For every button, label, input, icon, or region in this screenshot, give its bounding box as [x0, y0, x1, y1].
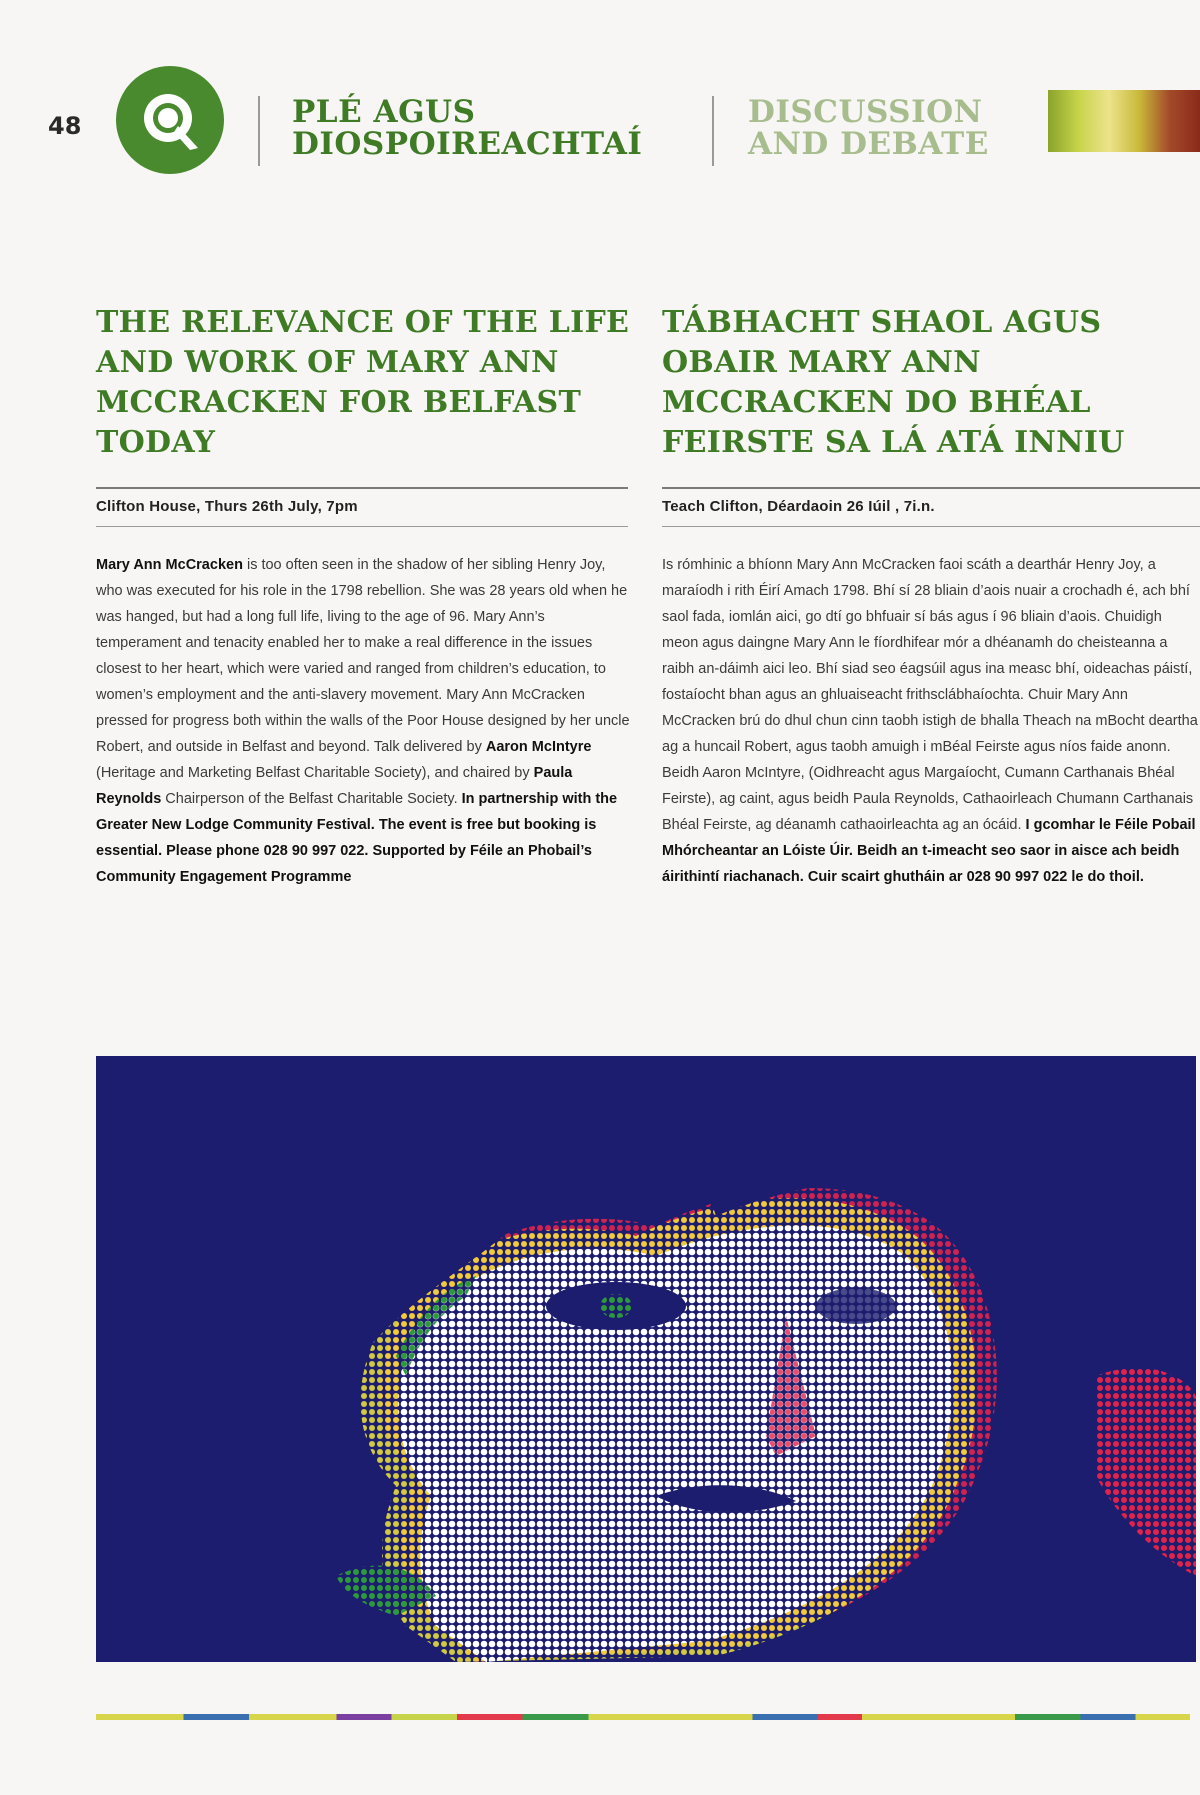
halftone-portrait-illustration [96, 1056, 1196, 1662]
section-title-english [748, 96, 989, 160]
header-divider-2 [712, 96, 714, 166]
venue-rule-top-english [96, 487, 628, 489]
body-english-part3: Chairperson of the Belfast Charitable Society. [161, 791, 462, 807]
article-body-english [96, 552, 630, 890]
body-irish-part1: Is rómhinic a bhíonn Mary Ann McCracken faoi scáth a dearthár Henry Joy, a maraíodh i rith Éirí Amach 1798. Bhí sí 28 bliain d’aois nuair a crochadh é, ach bhí saol fada, iomlán aici, go dtí go bhfuair sí bás agus í 96 bliain d’aois. Chuidigh meon agus daingne Mary Ann le fíordhifear mór a dhéanamh do cheisteanna a raibh an-dáimh aici leo. Bhí siad seo éagsúil agus ina measc bhí, oideachas páistí, fostaíocht bhan agus an ghluaiseacht frithsclábhaíochta. Chuir Mary Ann McCracken brú do dhul chun cinn taobh istigh de bhalla Theach na mBocht deartha ag a huncail Robert, agus taobh amuigh i mBéal Feirste agus níos faide anonn. Beidh Aaron McIntyre, (Oidhreacht agus Margaíocht, Cumann Carthanais Bhéal Feirste), ag caint, agus beidh Paula Reynolds, Cathaoirleach Chumann Carthanais Bhéal Feirste, ag déanamh cathaoirleachta ag an ócáid. [662, 557, 1198, 833]
article-title-irish: TÁBHACHT SHAOL AGUS OBAIR MARY ANN MCCRACKEN DO BHÉAL FEIRSTE SA LÁ ATÁ INNIU [662, 305, 1125, 460]
section-title-english-line1: DISCUSSION [748, 94, 983, 130]
search-magnifier-icon [116, 66, 224, 174]
speaker-name: Aaron McIntyre [485, 739, 592, 755]
subject-name: Mary Ann McCracken [96, 557, 243, 573]
chair-name: Paula Reynolds [96, 765, 573, 807]
section-title-irish [292, 96, 642, 160]
footer-color-stripe [96, 1714, 1190, 1720]
booking-info-irish: I gcomhar le Féile Pobail Mhórcheantar an Lóiste Úir. Beidh an t-imeacht seo saor in aisce ach beidh áirithintí riachanach. Cuir scairt ghutháin ar 028 90 997 022 le do thoil. [662, 817, 1196, 885]
page-number: 48 [48, 112, 82, 140]
header-photo-strip [1048, 90, 1200, 152]
venue-irish: Teach Clifton, Déardaoin 26 Iúil , 7i.n. [662, 498, 935, 515]
section-title-irish-line2: DIOSPOIREACHTAÍ [292, 126, 643, 162]
body-english-part2: (Heritage and Marketing Belfast Charitable Society), and chaired by [96, 765, 534, 781]
body-english-part1: is too often seen in the shadow of her sibling Henry Joy, who was executed for his role in the 1798 rebellion. She was 28 years old when he was hanged, but had a long full life, living to the age of 96. Mary Ann’s temperament and tenacity enabled her to make a real difference in the issues closest to her heart, which were varied and ranged from children’s education, to women’s employment and the anti-slavery movement. Mary Ann McCracken pressed for progress both within the walls of the Poor House designed by her uncle Robert, and outside in Belfast and beyond. Talk delivered by [96, 557, 630, 755]
booking-info-english: In partnership with the Greater New Lodge Community Festival. The event is free but booking is essential. Please phone 028 90 997 022. Supported by Féile an Phobail’s Community Engagement Programme [96, 791, 618, 885]
venue-english: Clifton House, Thurs 26th July, 7pm [96, 498, 358, 515]
venue-rule-bottom-english [96, 526, 628, 527]
section-logo [116, 66, 224, 174]
header-divider-1 [258, 96, 260, 166]
article-body-irish [662, 552, 1200, 890]
article-title-english: THE RELEVANCE OF THE LIFE AND WORK OF MARY ANN MCCRACKEN FOR BELFAST TODAY [96, 305, 630, 460]
venue-rule-bottom-irish [662, 526, 1200, 527]
portrait-image [96, 1056, 1196, 1662]
section-title-english-line2: AND DEBATE [748, 126, 989, 162]
venue-rule-top-irish [662, 487, 1200, 489]
section-title-irish-line1: PLÉ AGUS [292, 94, 476, 130]
